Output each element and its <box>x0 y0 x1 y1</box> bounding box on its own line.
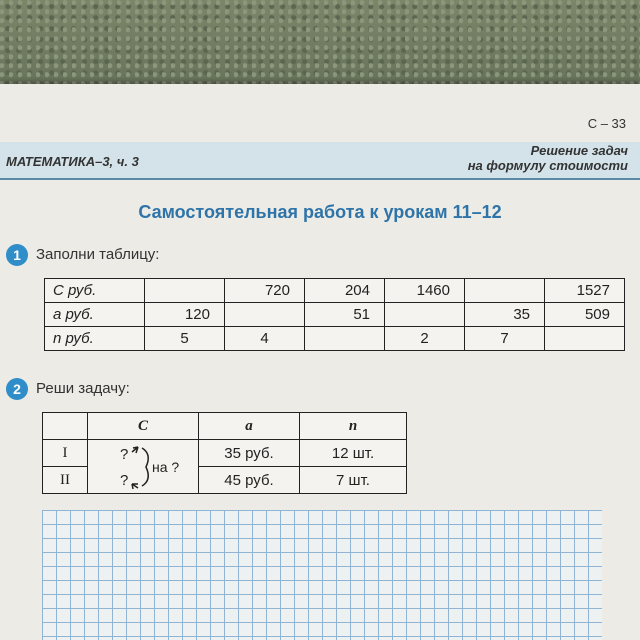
table-row <box>45 303 625 327</box>
table-cell: 51 <box>305 303 385 327</box>
cost-cell <box>88 440 199 494</box>
header-c: С <box>88 413 199 440</box>
task-1-text: Заполни таблицу: <box>36 246 160 263</box>
difference-note: на ? <box>152 459 180 475</box>
table-cell: 120 <box>145 303 225 327</box>
cost-unknown-2: ? <box>120 472 129 489</box>
price-cell: 45 руб. <box>199 467 300 494</box>
topic-line-1: Решение задач <box>530 143 628 158</box>
table-cell: 7 <box>465 327 545 351</box>
table-cell[interactable] <box>465 279 545 303</box>
page-code: С – 33 <box>587 116 626 131</box>
table-row <box>45 327 625 351</box>
header-band <box>0 142 640 180</box>
cost-unknown-1: ? <box>120 446 129 463</box>
table-cell[interactable] <box>225 303 305 327</box>
table-row <box>43 440 407 467</box>
row-label: а руб. <box>45 303 145 327</box>
table-cell: 1527 <box>545 279 625 303</box>
table-cell[interactable] <box>385 303 465 327</box>
price-table <box>44 278 625 351</box>
row-label: n руб. <box>45 327 145 351</box>
quantity-cell: 12 шт. <box>300 440 407 467</box>
problem-table <box>42 412 407 494</box>
table-cell: 1460 <box>385 279 465 303</box>
table-cell: 2 <box>385 327 465 351</box>
table-cell: 720 <box>225 279 305 303</box>
table-cell: 5 <box>145 327 225 351</box>
book-title: МАТЕМАТИКА–3, ч. 3 <box>6 154 139 169</box>
table-cell[interactable] <box>305 327 385 351</box>
table-header-row <box>43 413 407 440</box>
task-2-number: 2 <box>6 378 28 400</box>
topic-line-2: на формулу стоимости <box>467 158 628 173</box>
topic-title <box>468 143 628 173</box>
table-cell: 509 <box>545 303 625 327</box>
corner-cell <box>43 413 88 440</box>
table-cell[interactable] <box>545 327 625 351</box>
table-cell: 204 <box>305 279 385 303</box>
table-row <box>45 279 625 303</box>
task-2-text: Реши задачу: <box>36 380 130 397</box>
answer-grid[interactable] <box>42 510 602 640</box>
row-label: II <box>43 467 88 494</box>
task-1-number: 1 <box>6 244 28 266</box>
table-cell[interactable] <box>145 279 225 303</box>
arrows-brace-icon <box>130 444 154 490</box>
header-n: n <box>300 413 407 440</box>
work-title: Самостоятельная работа к урокам 11–12 <box>138 202 502 222</box>
header-a: а <box>199 413 300 440</box>
table-cell: 35 <box>465 303 545 327</box>
row-label: I <box>43 440 88 467</box>
table-cell: 4 <box>225 327 305 351</box>
row-label: С руб. <box>45 279 145 303</box>
carpet-background <box>0 0 640 96</box>
quantity-cell: 7 шт. <box>300 467 407 494</box>
price-cell: 35 руб. <box>199 440 300 467</box>
